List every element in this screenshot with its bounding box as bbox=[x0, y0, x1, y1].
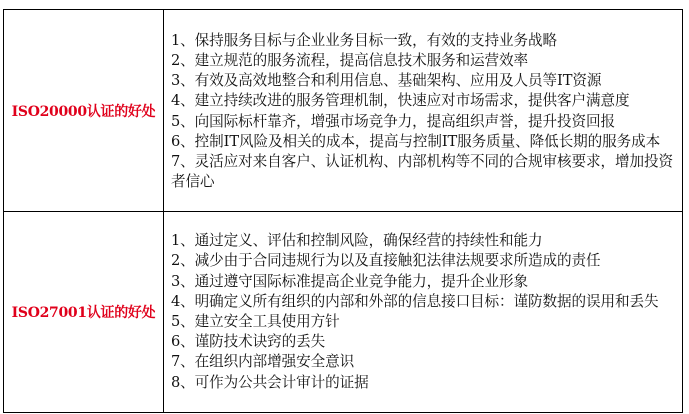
list-item: 5、建立安全工具使用方针 bbox=[171, 313, 340, 330]
row-label-cell bbox=[4, 212, 164, 413]
benefits-table bbox=[3, 9, 683, 413]
list-item: 6、控制IT风险及相关的成本，提高与控制IT服务质量、降低长期的服务成本 bbox=[171, 132, 661, 150]
row-label-iso20000: ISO20000认证的好处 bbox=[11, 103, 156, 120]
row-content-cell bbox=[164, 212, 683, 413]
list-item: 3、通过遵守国际标准提高企业竞争能力，提升企业形象 bbox=[171, 272, 529, 290]
list-item: 2、建立规范的服务流程，提高信息技术服务和运营效率 bbox=[171, 51, 529, 69]
list-item: 4、明确定义所有组织的内部和外部的信息接口目标：谨防数据的误用和丢失 bbox=[171, 292, 659, 310]
row-label-cell bbox=[4, 10, 164, 212]
list-item: 4、建立持续改进的服务管理机制，快速应对市场需求，提供客户满意度 bbox=[171, 92, 630, 110]
table-row bbox=[4, 10, 683, 212]
list-item: 1、通过定义、评估和控制风险，确保经营的持续性和能力 bbox=[171, 232, 543, 250]
list-item: 7、灵活应对来自客户、认证机构、内部机构等不同的合规审核要求，增加投资者信心 bbox=[171, 152, 673, 191]
row-label-iso27001: ISO27001认证的好处 bbox=[11, 305, 156, 321]
list-item: 1、保持服务目标与企业业务目标一致，有效的支持业务战略 bbox=[171, 31, 558, 49]
list-item: 7、在组织内部增强安全意识 bbox=[171, 353, 355, 371]
list-item: 2、减少由于合同违规行为以及直接触犯法律法规要求所造成的责任 bbox=[171, 252, 601, 270]
list-item: 6、谨防技术诀窍的丢失 bbox=[171, 333, 326, 351]
list-item: 5、向国际标杆靠齐，增强市场竞争力，提高组织声誉，提升投资回报 bbox=[171, 112, 616, 130]
list-item: 3、有效及高效地整合和利用信息、基础架构、应用及人员等IT资源 bbox=[171, 72, 602, 90]
list-item: 8、可作为公共会计审计的证据 bbox=[171, 373, 369, 391]
row-content-cell bbox=[164, 10, 683, 212]
table-row bbox=[4, 212, 683, 413]
